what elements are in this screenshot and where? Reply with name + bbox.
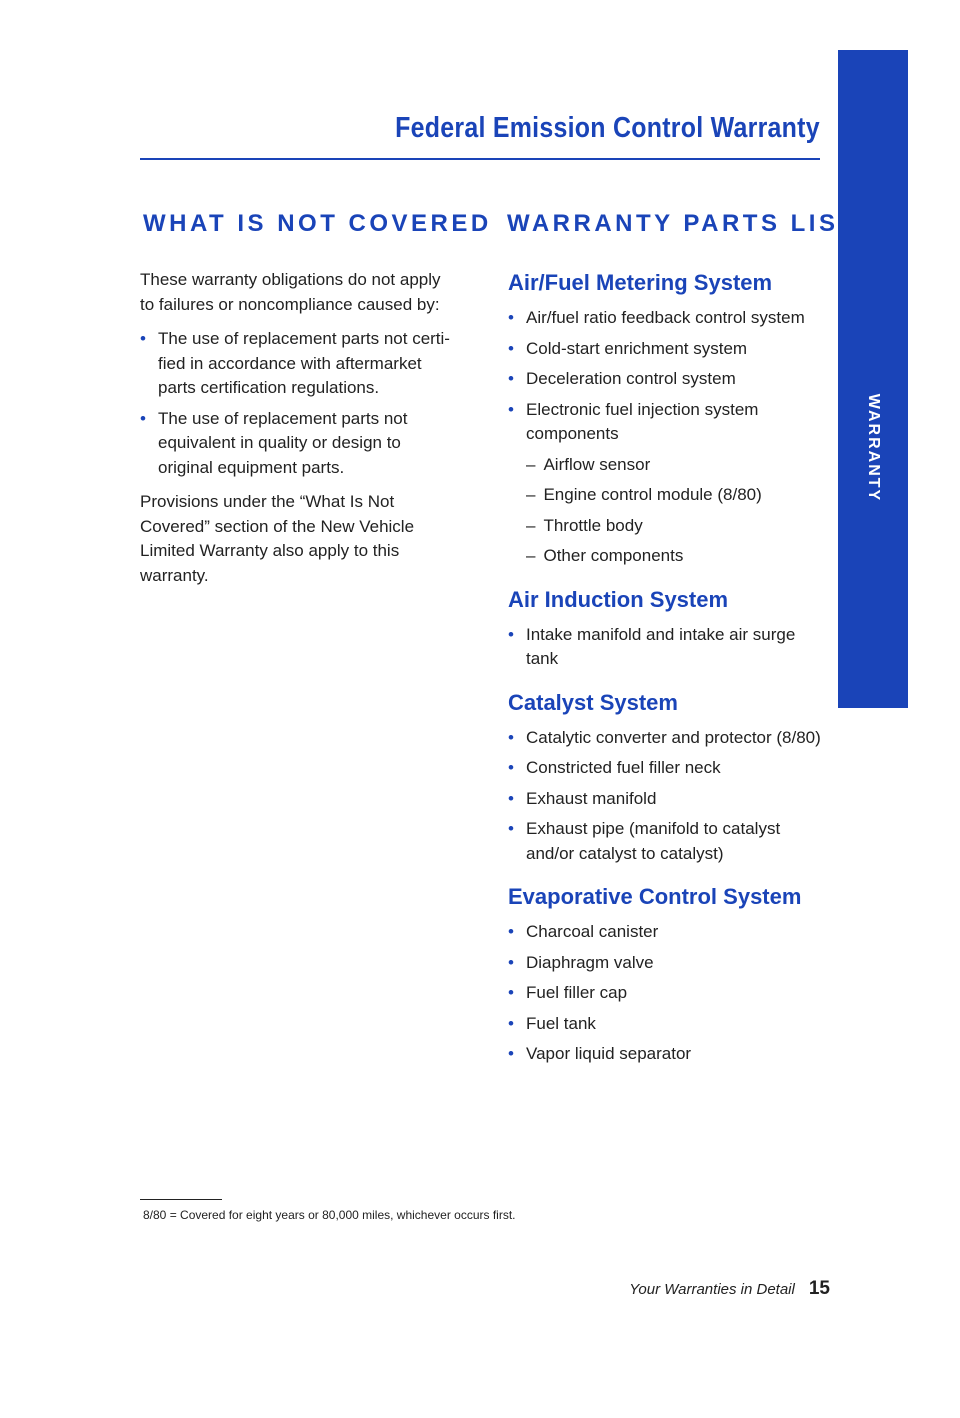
list-item	[508, 337, 828, 362]
list-item-text: The use of replacement parts not certi-fied in accordance with aftermarket parts certification regulations.	[158, 329, 450, 397]
group-title: Air Induction System	[508, 586, 729, 612]
sub-list-item-text: Other components	[543, 546, 684, 565]
group-title: Evaporative Control System	[508, 884, 802, 909]
list-item-text: Charcoal canister	[526, 922, 659, 941]
list-item	[508, 398, 828, 569]
list-item-text: Diaphragm valve	[526, 952, 654, 972]
list-item-text: Constricted fuel filler neck	[526, 758, 721, 777]
sub-list-item	[526, 514, 828, 539]
sub-list-item-text: Airflow sensor	[543, 454, 651, 474]
bullet-dot-icon: •	[508, 624, 514, 644]
list-item-text: Vapor liquid separator	[526, 1044, 692, 1063]
footer-label: Your Warranties in Detail	[629, 1281, 795, 1298]
intro-paragraph: These warranty obligations do not apply to failures or noncompliance caused by:	[140, 270, 441, 314]
bullet-dot-icon: •	[508, 338, 514, 358]
list-item-text: The use of replacement parts not equivalent in quality or design to original equipment parts.	[158, 408, 408, 477]
list-item-text: Intake manifold and intake air surge tank	[526, 624, 796, 668]
list-item-text: Catalytic converter and protector (8/80)	[526, 727, 821, 747]
list-item-text: Air/fuel ratio feedback control system	[526, 308, 805, 327]
bullet-dot-icon: •	[508, 1013, 514, 1033]
list-item	[508, 367, 828, 392]
sub-list-item	[526, 483, 828, 508]
bullet-dot-icon: •	[508, 819, 514, 838]
page-title: Federal Emission Control Warranty	[395, 112, 820, 144]
bullet-dot-icon: •	[508, 727, 514, 747]
dash-icon: –	[526, 546, 536, 565]
list-item	[508, 1042, 828, 1067]
exclusions-list	[140, 327, 450, 480]
list-item	[508, 817, 828, 866]
footnote: 8/80 = Covered for eight years or 80,000 miles, whichever occurs first.	[143, 1208, 516, 1222]
bullet-dot-icon: •	[508, 788, 514, 808]
parts-list	[508, 920, 828, 1067]
sub-parts-list	[526, 453, 828, 569]
dash-icon: –	[526, 485, 536, 504]
bullet-dot-icon: •	[508, 308, 514, 327]
side-tab	[838, 50, 908, 708]
list-item-text: Deceleration control system	[526, 369, 736, 388]
list-item	[140, 327, 450, 401]
bullet-dot-icon: •	[508, 1044, 514, 1063]
footnote-rule	[140, 1199, 222, 1200]
list-item	[508, 306, 828, 331]
list-item	[508, 726, 828, 751]
list-item	[508, 920, 828, 945]
list-item-text: Fuel tank	[526, 1013, 596, 1033]
closing-paragraph: Provisions under the “What Is Not Covered” section of the New Vehicle Limited Warranty also apply to this warranty.	[140, 492, 415, 585]
section-heading-parts-list: WARRANTY PARTS LIST	[507, 210, 857, 237]
bullet-dot-icon: •	[508, 952, 514, 972]
bullet-dot-icon: •	[508, 399, 514, 419]
parts-group-air-fuel	[508, 268, 828, 569]
right-column	[508, 268, 828, 1083]
list-item	[508, 1012, 828, 1037]
left-column	[140, 268, 450, 598]
parts-group-catalyst	[508, 688, 828, 867]
dash-icon: –	[526, 454, 536, 474]
list-item-text: Fuel filler cap	[526, 983, 628, 1002]
list-item-text: Exhaust manifold	[526, 788, 657, 808]
parts-list	[508, 726, 828, 867]
list-item	[140, 407, 450, 481]
page-number: 15	[808, 1278, 830, 1299]
list-item-text: Cold-start enrichment system	[526, 338, 748, 358]
bullet-dot-icon: •	[508, 922, 514, 941]
list-item	[508, 951, 828, 976]
bullet-dot-icon: •	[508, 758, 514, 777]
list-item-text: Exhaust pipe (manifold to catalyst and/or catalyst to catalyst)	[526, 819, 781, 863]
list-item	[508, 787, 828, 812]
bullet-dot-icon: •	[508, 369, 514, 388]
list-item	[508, 981, 828, 1006]
page-footer	[629, 1278, 830, 1300]
list-item	[508, 756, 828, 781]
side-tab-label: WARRANTY	[865, 393, 882, 503]
section-heading-not-covered: WHAT IS NOT COVERED	[143, 210, 492, 237]
sub-list-item-text: Engine control module (8/80)	[543, 485, 762, 504]
dash-icon: –	[526, 515, 536, 535]
sub-list-item	[526, 453, 828, 478]
header-rule	[140, 158, 820, 160]
group-title: Catalyst System	[508, 689, 678, 715]
list-item-text: Electronic fuel injection system components	[526, 399, 759, 443]
parts-list	[508, 623, 828, 672]
parts-group-air-induction	[508, 585, 828, 672]
list-item	[508, 623, 828, 672]
bullet-dot-icon: •	[140, 329, 146, 348]
sub-list-item	[526, 544, 828, 569]
bullet-dot-icon: •	[508, 983, 514, 1002]
bullet-dot-icon: •	[140, 408, 146, 428]
sub-list-item-text: Throttle body	[543, 515, 643, 535]
parts-list	[508, 306, 828, 569]
group-title: Air/Fuel Metering System	[508, 270, 773, 295]
parts-group-evaporative	[508, 882, 828, 1067]
